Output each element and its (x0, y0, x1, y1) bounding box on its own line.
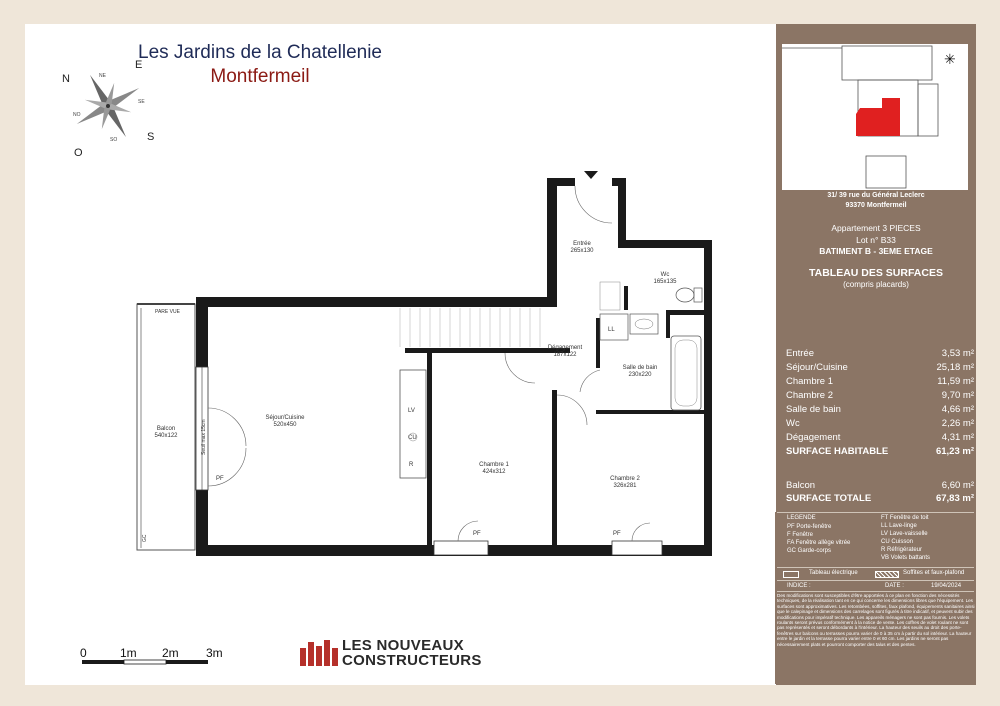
compass-n: N (62, 73, 70, 85)
project-title: Les Jardins de la Chatellenie (138, 42, 382, 63)
ch1-dim: 424x312 (482, 469, 506, 475)
ch2-dim: 326x281 (613, 483, 637, 489)
surfaces-title: TABLEAU DES SURFACES (809, 267, 943, 279)
scale-2: 2m (162, 646, 179, 660)
logo-text (342, 638, 482, 668)
compass-so: SO (110, 137, 118, 143)
minimap-north-icon: ✳ (944, 51, 956, 67)
surface-row: Dégagement 4,31 m² (786, 432, 974, 443)
compass-o: O (74, 147, 83, 159)
surface-balcon: Balcon 6,60 m² (786, 480, 974, 491)
compass-no: NO (73, 112, 81, 118)
compass-ne: NE (99, 73, 106, 79)
compass-se: SE (138, 99, 145, 105)
gc-label: GC (142, 534, 148, 542)
date-value: 19/04/2024 (931, 583, 962, 589)
cu-label: CU (408, 435, 417, 441)
legend-right-3: CU Cuisson (881, 539, 914, 545)
sejour-dim: 520x450 (273, 422, 297, 428)
sdb-dim: 230x220 (628, 372, 652, 378)
pf-ch1: PF (473, 531, 481, 537)
surface-totale: SURFACE TOTALE 67,83 m² (786, 493, 974, 504)
city-title: Montfermeil (210, 66, 310, 87)
compass-rose (59, 57, 157, 155)
legend-left-3: GC Garde-corps (787, 548, 832, 554)
tableau-icon (783, 571, 799, 578)
wc-name: Wc (660, 272, 670, 278)
balcon-dim: 540x122 (154, 433, 178, 439)
ch1-name: Chambre 1 (479, 462, 509, 468)
surface-row: Chambre 2 9,70 m² (786, 390, 974, 401)
legend-right-5: VB Volets battants (881, 555, 931, 561)
indice-label: INDICE : (787, 583, 811, 589)
building: BATIMENT B - 3EME ETAGE (819, 246, 933, 256)
surface-row: Entrée 3,53 m² (786, 348, 974, 359)
pf-ch2: PF (613, 531, 621, 537)
ch2-name: Chambre 2 (610, 476, 640, 482)
logo-mark (300, 640, 338, 666)
degagement-dim: 187x122 (553, 352, 577, 358)
legend-right-0: FT Fenêtre de toit (881, 515, 929, 521)
lv-label: LV (408, 408, 415, 414)
pf-sejour: PF (216, 476, 224, 482)
scale-1: 1m (120, 646, 137, 660)
sejour-name: Séjour/Cuisine (265, 415, 305, 421)
seuil-label: Seuil max 15cm (201, 419, 207, 455)
legend-title: LEGENDE (787, 515, 816, 521)
pare-vue-label: PARE VUE (155, 309, 180, 315)
scale-0: 0 (80, 646, 87, 660)
surface-row: Séjour/Cuisine 25,18 m² (786, 362, 974, 373)
entree-dim: 265x130 (570, 248, 594, 254)
logo-line1: LES NOUVEAUX (342, 637, 464, 654)
tableau-label: Tableau électrique (809, 570, 858, 576)
legend-right-1: LL Lave-linge (881, 523, 917, 529)
legend-left-1: F Fenêtre (787, 532, 814, 538)
legend-right-2: LV Lave-vaisselle (881, 531, 928, 537)
address-line1: 31/ 39 rue du Général Leclerc (827, 192, 925, 199)
balcon-name: Balcon (156, 426, 176, 432)
r-label: R (409, 462, 414, 468)
wc-dim: 165x135 (653, 279, 677, 285)
surface-row: Salle de bain 4,66 m² (786, 404, 974, 415)
legend-right-4: R Réfrigérateur (881, 547, 923, 553)
entree-name: Entrée (573, 241, 591, 247)
compass-s: S (147, 131, 155, 143)
scale-bar (82, 660, 208, 664)
compass-e: E (135, 59, 143, 71)
logo-line2: CONSTRUCTEURS (342, 652, 482, 669)
toilet (676, 288, 694, 302)
entry-arrow (584, 171, 598, 179)
appt-type: Appartement 3 PIECES (831, 223, 921, 233)
date-label: DATE : (885, 583, 904, 589)
surfaces-subtitle: (compris placards) (843, 280, 909, 289)
degagement-name: Dégagement (547, 345, 583, 351)
sink (630, 314, 658, 334)
scale-3: 3m (206, 646, 223, 660)
disclaimer-text: Des modifications sont susceptibles d'être apportées à ce plan en fonction des nécessités techniques, de la réalisation tant en ce qui concerne les dimensions libres que l'équipement. Les surfaces sont approximatives. Les retombées, soffites, faux plafond, équipements sanitaires ainsi que le calepinage et dimensions des carrelages sont figurés à titre indicatif, et peuvent subir des modifications pour impératif technique. Les appareils ménagers ne sont pas fournis. Les volets roulants seront prévus conformément à la notice de vente. Les coffres de volet roulant ne sont pas représentés et seront débordants à l'intérieur. La hauteur des seuils au droit des porte-fenêtres sur balcons ou terrasses pourra varier de 0 à 35 cm à partir du sol intérieur. La hauteur entre le jardin et la terrasse pourra varier entre 0 et 60 cm. Les jardins ne seront pas nécessairement plats et pourront comporter des talus et des pentes. (777, 593, 975, 647)
ll-label: LL (608, 327, 615, 333)
legend-left-2: FA Fenêtre allège vitrée (787, 540, 851, 546)
surface-row: Wc 2,26 m² (786, 418, 974, 429)
surface-habitable: SURFACE HABITABLE 61,23 m² (786, 446, 974, 457)
soffite-label: Soffites et faux-plafond (903, 570, 965, 576)
sdb-name: Salle de bain (622, 365, 658, 371)
soffite-icon (875, 571, 899, 578)
surface-row: Chambre 1 11,59 m² (786, 376, 974, 387)
lot-number: Lot n° B33 (856, 235, 896, 245)
bathtub (671, 336, 701, 410)
address-line2: 93370 Montfermeil (845, 202, 907, 209)
legend-left-0: PF Porte-fenêtre (787, 524, 832, 530)
